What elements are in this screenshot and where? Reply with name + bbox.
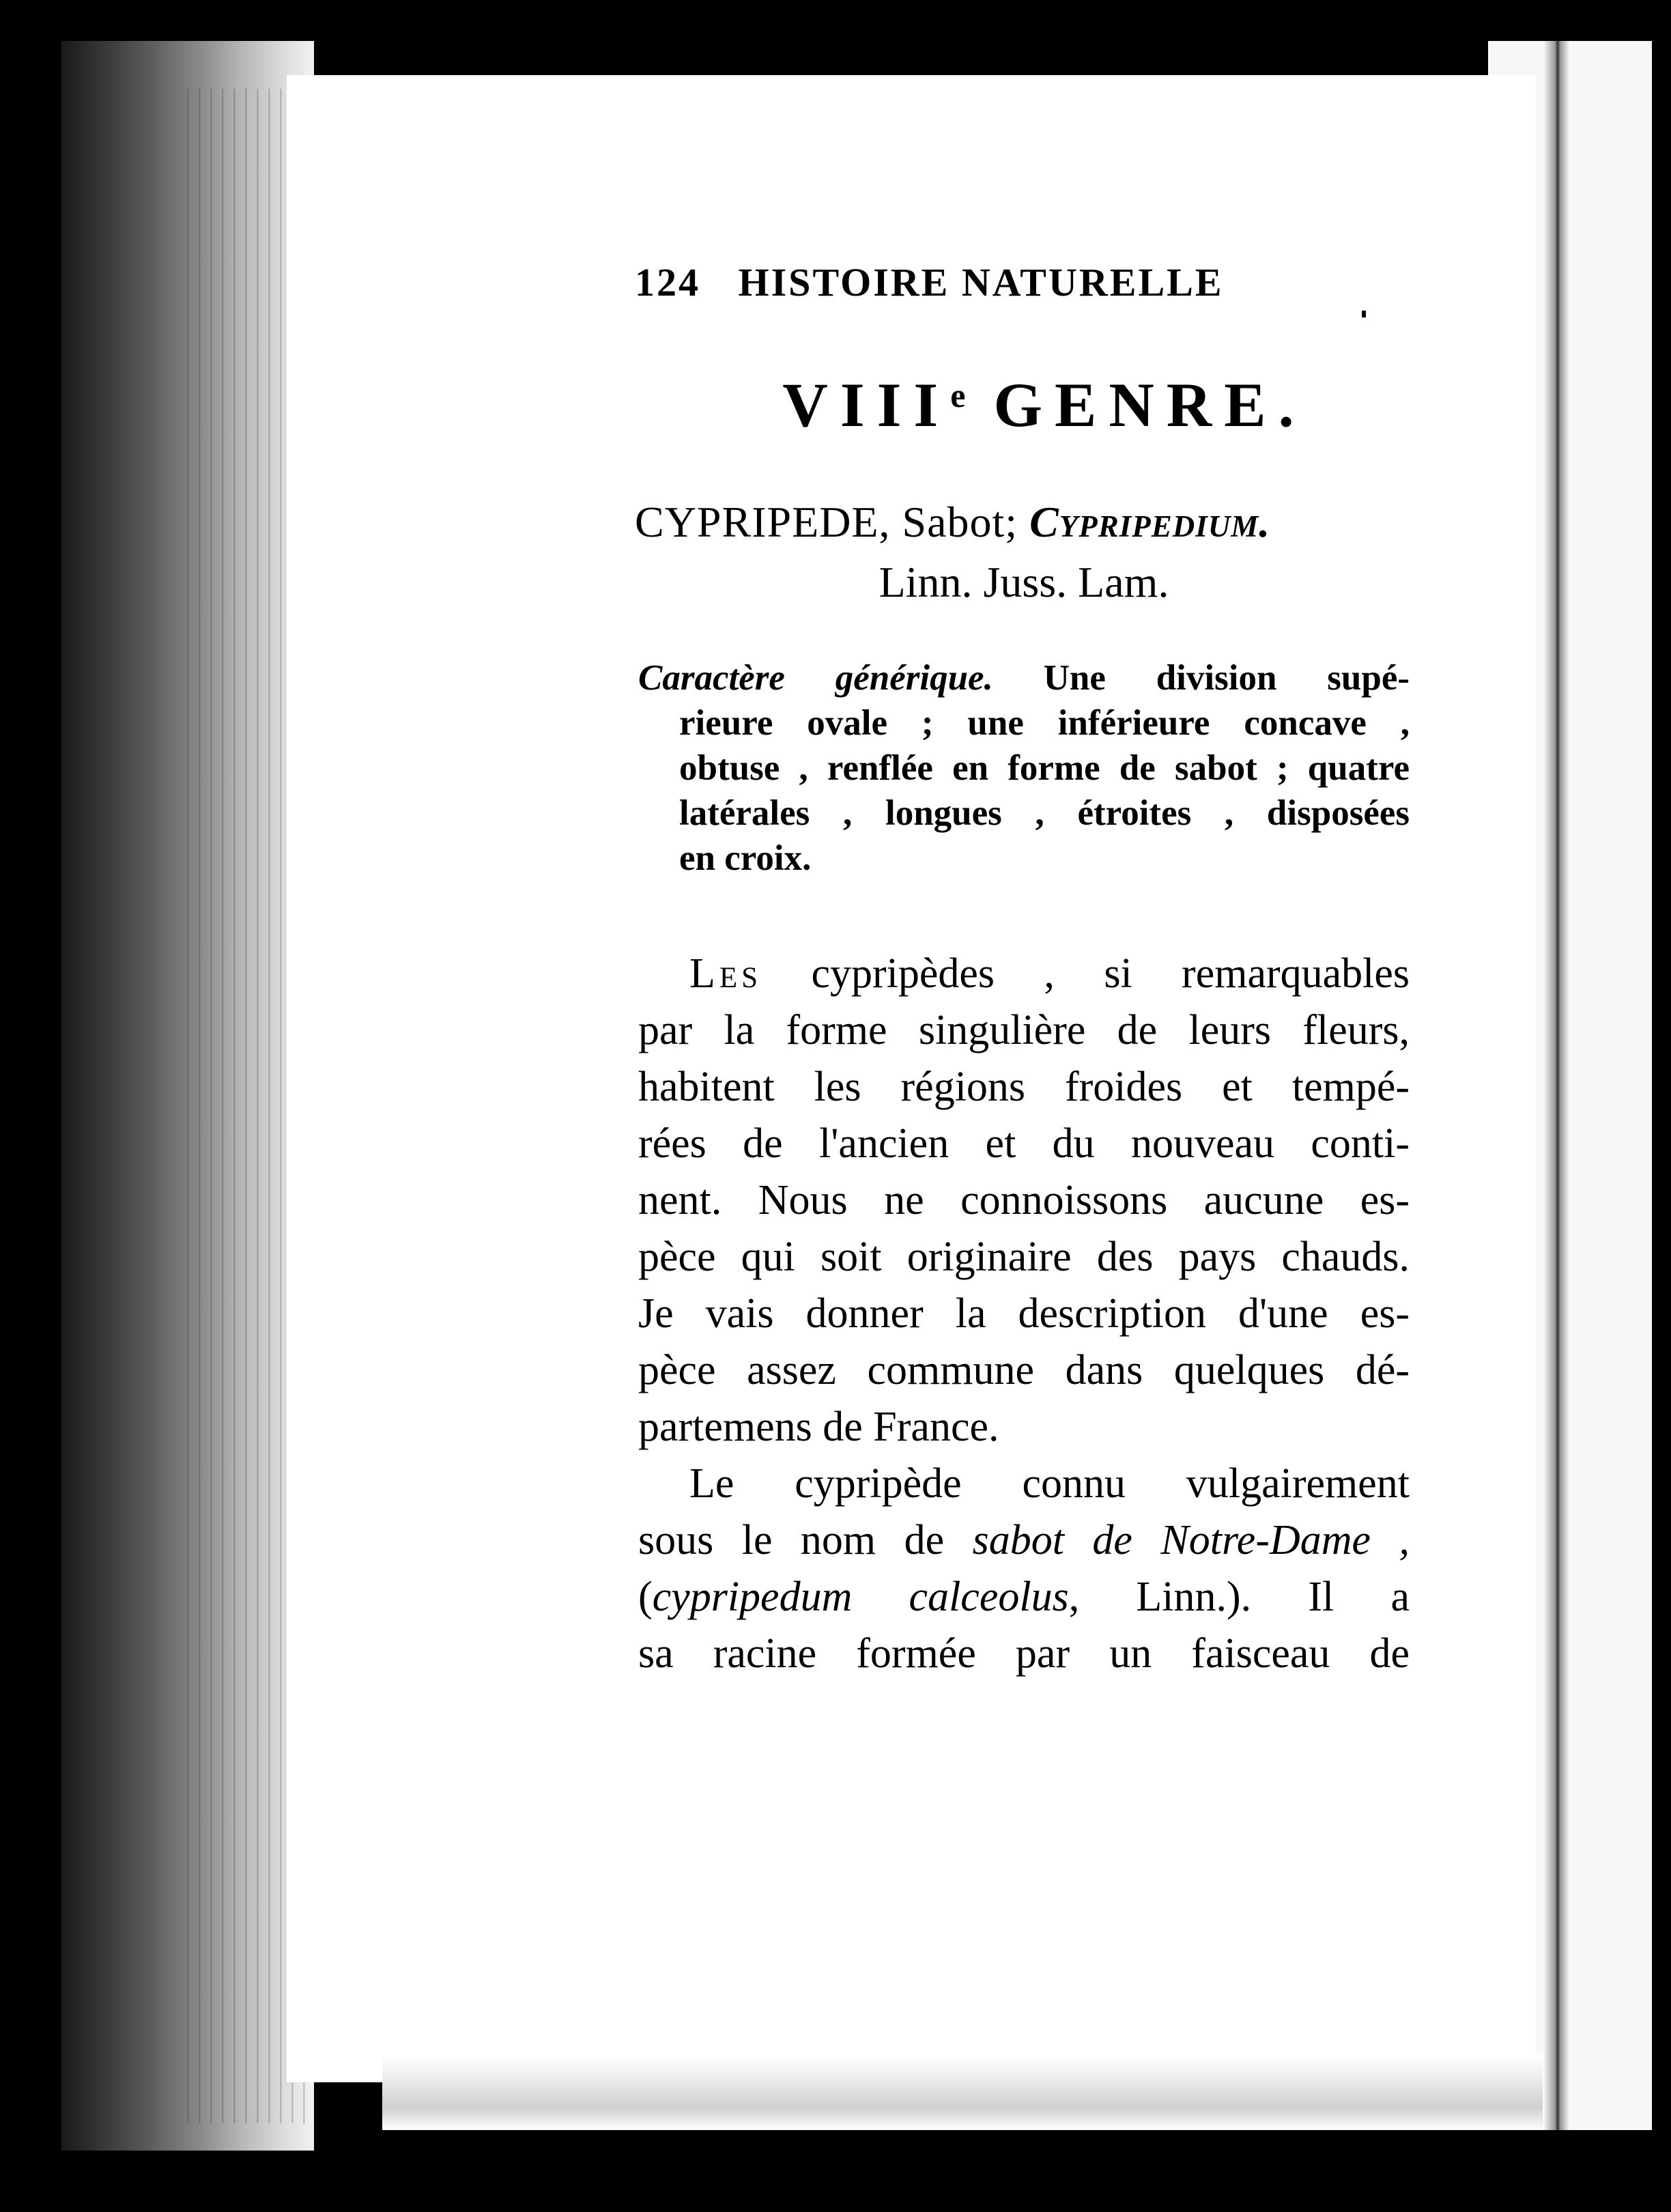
genus-common-name: Sabot;: [902, 498, 1018, 546]
genus-heading: [635, 497, 1413, 548]
page-number: 124: [635, 260, 700, 304]
genre-numeral: VIII: [782, 370, 951, 440]
text-line: sous le nom de sabot de Notre-Dame ,: [638, 1517, 1410, 1563]
text-line: par la forme singulière de leurs fleurs,: [638, 1007, 1410, 1053]
genus-latin-name: Cypripedium.: [1029, 498, 1271, 546]
genre-superscript: e: [950, 376, 966, 414]
text-line: Je vais donner la description d'une es-: [638, 1290, 1410, 1337]
running-title: HISTOIRE NATURELLE: [738, 260, 1224, 304]
chapter-title: [635, 369, 1413, 441]
text-line: pèce qui soit originaire des pays chauds.: [638, 1234, 1410, 1280]
text-line: habitent les régions froides et tempé-: [638, 1064, 1410, 1110]
generic-character: [638, 655, 1410, 881]
character-line: Caractère générique. Une division supé-: [638, 658, 1410, 698]
text-line: sa racine formée par un faisceau de: [638, 1630, 1410, 1677]
text-line: Le cypripède connu vulgairement: [689, 1460, 1410, 1507]
body-text: [638, 946, 1410, 1682]
authorities: Linn. Juss. Lam.: [879, 558, 1169, 606]
genus-name: CYPRIPEDE,: [635, 498, 891, 546]
page-bottom-edge: [382, 2055, 1543, 2130]
text-line: partemens de France.: [638, 1404, 999, 1450]
drop-word: Les: [689, 950, 762, 997]
genre-word: GENRE.: [993, 370, 1306, 440]
character-line: rieure ovale ; une inférieure concave ,: [679, 703, 1410, 743]
running-header: [635, 259, 1413, 328]
text-line: Les cypripèdes , si remarquables: [689, 950, 1410, 997]
text-line: nent. Nous ne connoissons aucune es-: [638, 1177, 1410, 1223]
text-line: (cypripedum calceolus, Linn.). Il a: [638, 1574, 1410, 1620]
character-line: obtuse , renflée en forme de sabot ; quatre: [679, 748, 1410, 788]
page-fold-shadow: [1543, 41, 1570, 2130]
text-line: pèce assez commune dans quelques dé-: [638, 1347, 1410, 1393]
character-line: en croix.: [679, 838, 812, 878]
text-line: rées de l'ancien et du nouveau conti-: [638, 1120, 1410, 1167]
scan-border: [0, 2151, 1671, 2212]
character-label: Caractère générique.: [638, 658, 993, 698]
ink-speck: [1362, 311, 1366, 317]
character-line: latérales , longues , étroites , disposées: [679, 793, 1410, 833]
